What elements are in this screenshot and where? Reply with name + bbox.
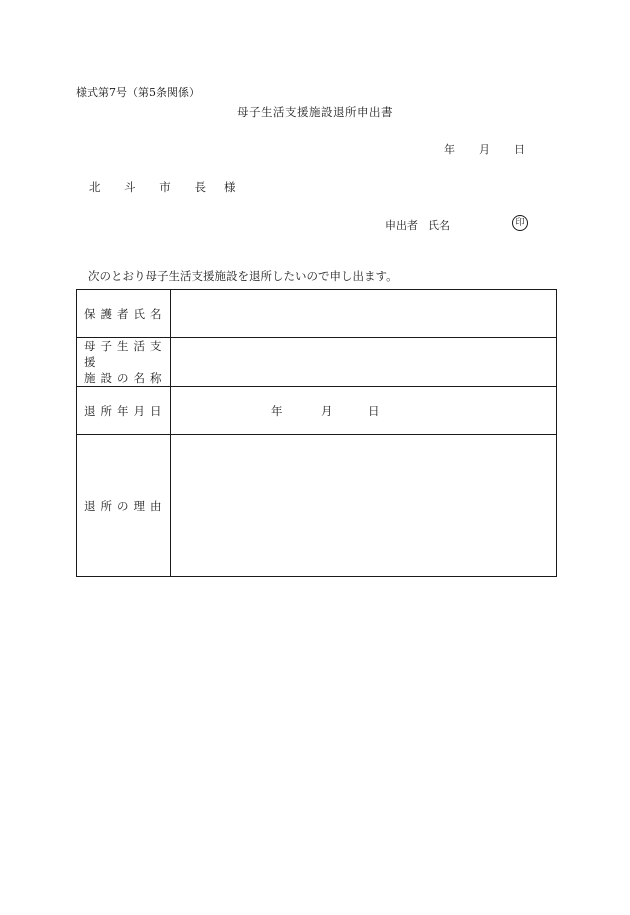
addressee-name: 北 斗 市 長: [89, 180, 216, 194]
date-day-label: 日: [514, 143, 525, 156]
form-table: [76, 289, 557, 577]
exit-date-field[interactable]: [171, 387, 557, 435]
seal-mark: 印: [512, 215, 528, 231]
guardian-name-field[interactable]: [171, 290, 557, 338]
date-month-label: 月: [479, 143, 490, 156]
applicant-name-label: 氏名: [428, 219, 450, 232]
addressee: [89, 179, 235, 195]
guardian-name-label: 保護者氏名: [77, 290, 171, 338]
table-row: [77, 290, 557, 338]
exit-reason-label: 退所の理由: [77, 435, 171, 577]
exit-date-label: 退所年月日: [77, 387, 171, 435]
facility-name-label: [77, 338, 171, 387]
table-row: [77, 387, 557, 435]
exit-reason-field[interactable]: [171, 435, 557, 577]
exit-date-day: 日: [368, 403, 380, 418]
facility-name-field[interactable]: [171, 338, 557, 387]
applicant-line: [385, 217, 450, 233]
facility-label-line1: 母子生活支援: [84, 339, 167, 369]
applicant-label: 申出者: [385, 219, 418, 232]
addressee-honorific: 様: [223, 180, 236, 194]
exit-date-month: 月: [321, 403, 333, 418]
table-row: [77, 338, 557, 387]
document-title: 母子生活支援施設退所申出書: [237, 105, 393, 119]
facility-label-line2: 施設の名称: [84, 371, 167, 385]
table-row: [77, 435, 557, 577]
statement-text: 次のとおり母子生活支援施設を退所したいので申し出ます。: [88, 269, 398, 283]
form-number: 様式第7号（第5条関係）: [76, 86, 200, 99]
exit-date-year: 年: [271, 403, 283, 418]
submission-date-line: [444, 141, 525, 157]
date-year-label: 年: [444, 143, 455, 156]
